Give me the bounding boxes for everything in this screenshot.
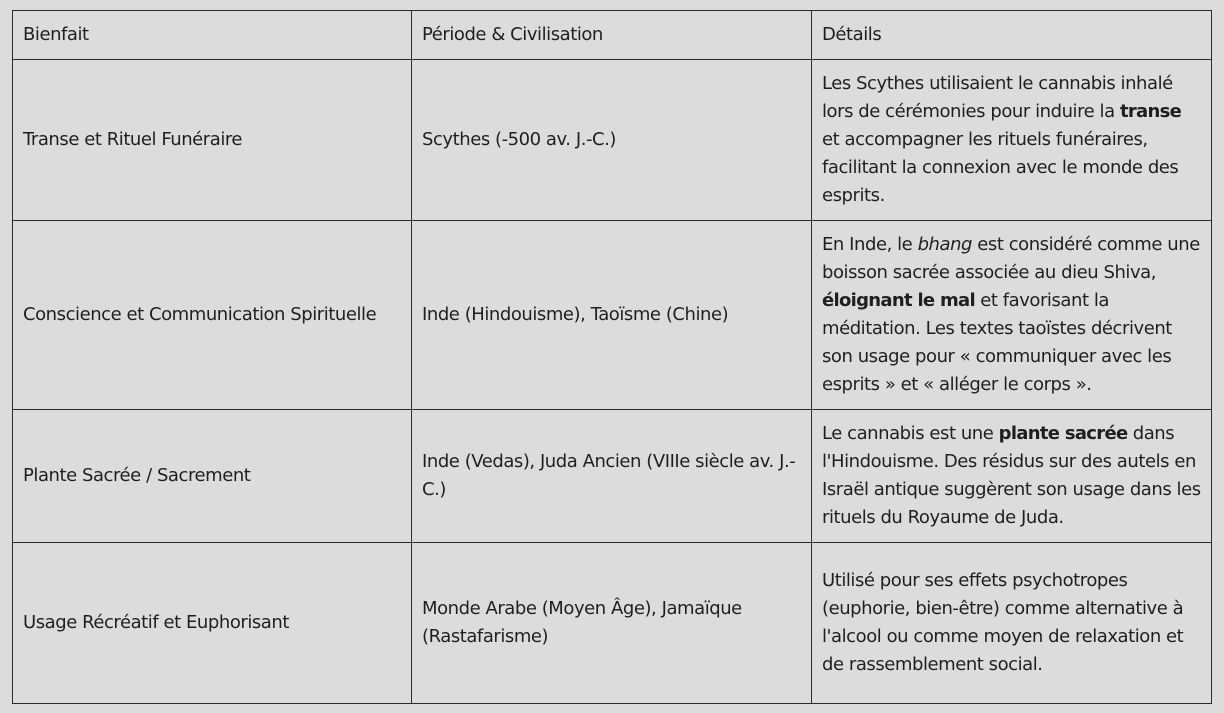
benefits-table [12,10,1212,704]
table-header [13,11,1212,60]
cell-bienfait: Transe et Rituel Funéraire [13,60,412,221]
details-segment: Le cannabis est une [822,423,999,444]
header-details: Détails [812,11,1212,60]
details-segment: En Inde, le [822,234,918,255]
details-segment-bold: transe [1119,101,1182,122]
table-container [12,10,1211,704]
cell-periode: Monde Arabe (Moyen Âge), Jamaïque (Rastafarisme) [412,543,812,704]
details-segment-bold: plante sacrée [998,423,1128,444]
details-segment: est considéré comme une boisson sacrée associée au dieu Shiva, [822,234,1200,283]
header-bienfait: Bienfait [13,11,412,60]
header-periode: Période & Civilisation [412,11,812,60]
details-segment: Les Scythes utilisaient le cannabis inhalé lors de cérémonies pour induire la [822,73,1173,122]
cell-bienfait: Usage Récréatif et Euphorisant [13,543,412,704]
cell-bienfait: Conscience et Communication Spirituelle [13,221,412,410]
table-body [13,60,1212,704]
details-segment: Utilisé pour ses effets psychotropes (euphorie, bien-être) comme alternative à l'alcool ou comme moyen de relaxation et de rassemblement social. [822,570,1184,675]
table-row [13,221,1212,410]
cell-details [812,221,1212,410]
details-segment: et favorisant la méditation. Les textes taoïstes décrivent son usage pour « communiquer avec les esprits » et « alléger le corps ». [822,290,1172,395]
cell-details [812,543,1212,704]
table-row [13,543,1212,704]
details-segment: dans l'Hindouisme. Des résidus sur des autels en Israël antique suggèrent son usage dans les rituels du Royaume de Juda. [822,423,1201,528]
cell-periode: Inde (Vedas), Juda Ancien (VIIIe siècle av. J.-C.) [412,410,812,543]
details-segment-bold: éloignant le mal [822,290,975,311]
table-row [13,60,1212,221]
cell-periode: Scythes (-500 av. J.-C.) [412,60,812,221]
cell-bienfait: Plante Sacrée / Sacrement [13,410,412,543]
cell-details [812,60,1212,221]
header-row [13,11,1212,60]
cell-details [812,410,1212,543]
table-row [13,410,1212,543]
cell-periode: Inde (Hindouisme), Taoïsme (Chine) [412,221,812,410]
details-segment: et accompagner les rituels funéraires, facilitant la connexion avec le monde des esprits. [822,129,1179,206]
details-segment-italic: bhang [917,234,973,255]
